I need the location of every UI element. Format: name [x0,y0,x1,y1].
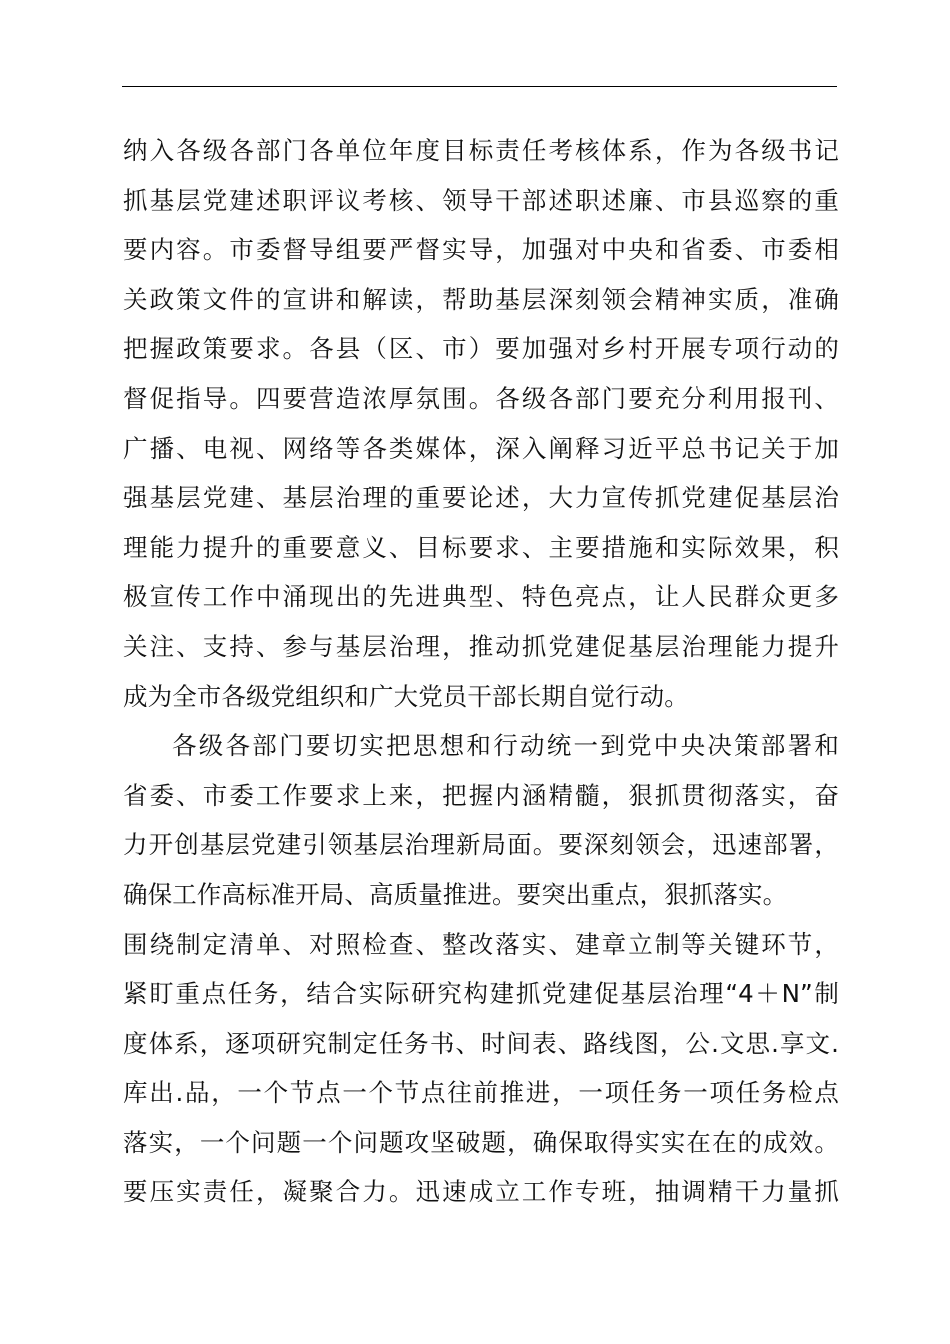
text-line: 纳入各级各部门各单位年度目标责任考核体系，作为各级书记 [123,136,839,165]
text-line: 督促指导。四要营造浓厚氛围。各级各部门要充分利用报刊、 [123,383,839,413]
text-line: 围绕制定清单、对照检查、整改落实、建章立制等关键环节， [123,929,839,959]
text-line: 抓基层党建述职评议考核、领导干部述职述廉、市县巡察的重 [123,185,839,215]
text-line: 把握政策要求。各县（区、市）要加强对乡村开展专项行动的 [123,334,839,364]
header-rule [122,86,837,87]
text-line: 要内容。市委督导组要严督实导，加强对中央和省委、市委相 [123,235,839,265]
text-line: 要压实责任，凝聚合力。迅速成立工作专班，抽调精干力量抓 [123,1177,839,1207]
text-line: 极宣传工作中涌现出的先进典型、特色亮点，让人民群众更多 [123,582,839,612]
text-line: 关政策文件的宣讲和解读，帮助基层深刻领会精神实质，准确 [123,284,839,314]
text-line: 力开创基层党建引领基层治理新局面。要深刻领会，迅速部署， [123,830,839,860]
text-line: 成为全市各级党组织和广大党员干部长期自觉行动。 [123,681,689,711]
text-line: 强基层党建、基层治理的重要论述，大力宣传抓党建促基层治 [123,483,839,513]
text-line: 理能力提升的重要意义、目标要求、主要措施和实际效果，积 [123,532,839,562]
text-line: 度体系，逐项研究制定任务书、时间表、路线图，公.文思.享文. [123,1028,839,1058]
text-line: 落实，一个问题一个问题攻坚破题，确保取得实实在在的成效。 [123,1127,839,1157]
text-line: 广播、电视、网络等各类媒体，深入阐释习近平总书记关于加 [123,433,839,463]
text-line: 确保工作高标准开局、高质量推进。要突出重点，狠抓落实。 [123,879,788,909]
paragraph-first-line: 各级各部门要切实把思想和行动统一到党中央决策部署和 [172,731,839,761]
text-line: 关注、支持、参与基层治理，推动抓党建促基层治理能力提升 [123,631,839,661]
text-line: 紧盯重点任务，结合实际研究构建抓党建促基层治理“4＋N”制 [123,979,839,1009]
text-line: 省委、市委工作要求上来，把握内涵精髓，狠抓贯彻落实，奋 [123,780,839,810]
document-body [123,126,839,1217]
text-line: 库出.品，一个节点一个节点往前推进，一项任务一项任务检点 [123,1078,839,1108]
